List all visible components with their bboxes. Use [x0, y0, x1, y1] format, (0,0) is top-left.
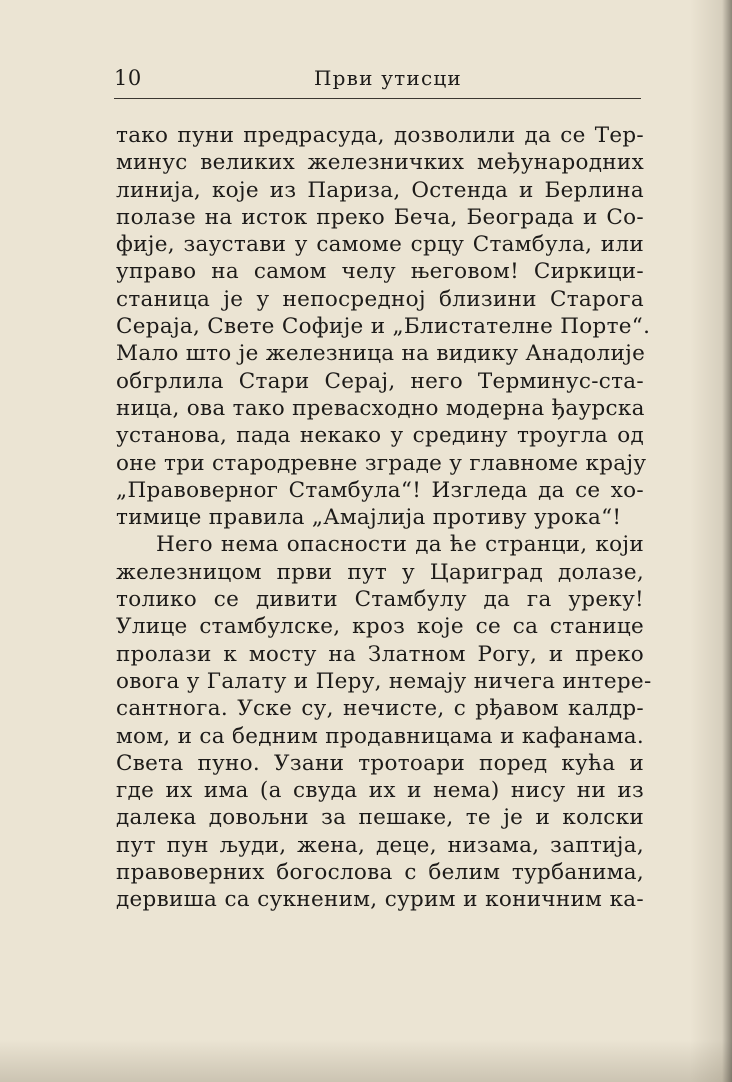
text-line: линија, које из Париза, Остенда и Берлина [116, 177, 644, 203]
text-line: обгрлила Стари Серај, него Терминус-ста- [116, 368, 644, 394]
text-line: сантнога. Уске су, нечисте, с рђавом калдр- [116, 696, 644, 722]
text-line: установа, пада некако у средину троугла од [116, 423, 644, 449]
text-line: оне три стародревне зграде у главноме крају [116, 450, 647, 476]
text-line: пут пун људи, жена, деце, низама, заптија, [116, 832, 644, 858]
text-line: станица је у непосредној близини Старога [116, 286, 644, 312]
text-line: Света пуно. Узани тротоари поред кућа и [116, 750, 644, 776]
text-line: железницом први пут у Цариград долазе, [116, 559, 644, 585]
body-text [116, 122, 652, 914]
page-number: 10 [114, 66, 142, 90]
text-line: ница, ова тако превасходно модерна ђаурска [116, 395, 645, 421]
running-title: Први утисци [314, 66, 462, 90]
text-line: овога у Галату и Перу, немају ничега интере- [116, 668, 652, 694]
text-line: мом, и са бедним продавницама и кафанама. [116, 723, 644, 749]
text-line: фије, заустави у самоме срцу Стамбула, или [116, 232, 644, 258]
text-line: „Правоверног Стамбула“! Изгледа да се хо- [116, 477, 644, 503]
header-rule [114, 98, 641, 99]
text-line: где их има (а свуда их и нема) нису ни из [116, 778, 644, 804]
paragraph-start-line: Него нема опасности да ће странци, који [156, 532, 644, 558]
text-line: Сераја, Свете Софије и „Блистателне Порте“. [116, 314, 651, 340]
text-line: пролази к мосту на Златном Рогу, и преко [116, 641, 644, 667]
text-line: дервиша са сукненим, сурим и коничним ка- [116, 887, 644, 913]
text-line: правоверних богослова с белим турбанима, [116, 860, 644, 886]
text-line: далека довољни за пешаке, те је и колски [116, 805, 644, 831]
text-line: полазе на исток преко Беча, Београда и Со- [116, 204, 644, 230]
text-line: минус великих железничких међународних [116, 150, 644, 176]
text-line: тако пуни предрасуда, дозволили да се Тер- [116, 123, 644, 148]
text-line: управо на самом челу његовом! Сиркици- [116, 259, 644, 285]
text-line: Мало што је железница на видику Анадолије [116, 341, 646, 367]
paragraph-end-line: тимице правила „Амајлија противу урока“! [116, 505, 622, 531]
text-line: толико се дивити Стамбулу да га уреку! [116, 587, 644, 613]
text-line: Улице стамбулске, кроз које се са станице [116, 614, 644, 640]
page-header [114, 66, 641, 98]
